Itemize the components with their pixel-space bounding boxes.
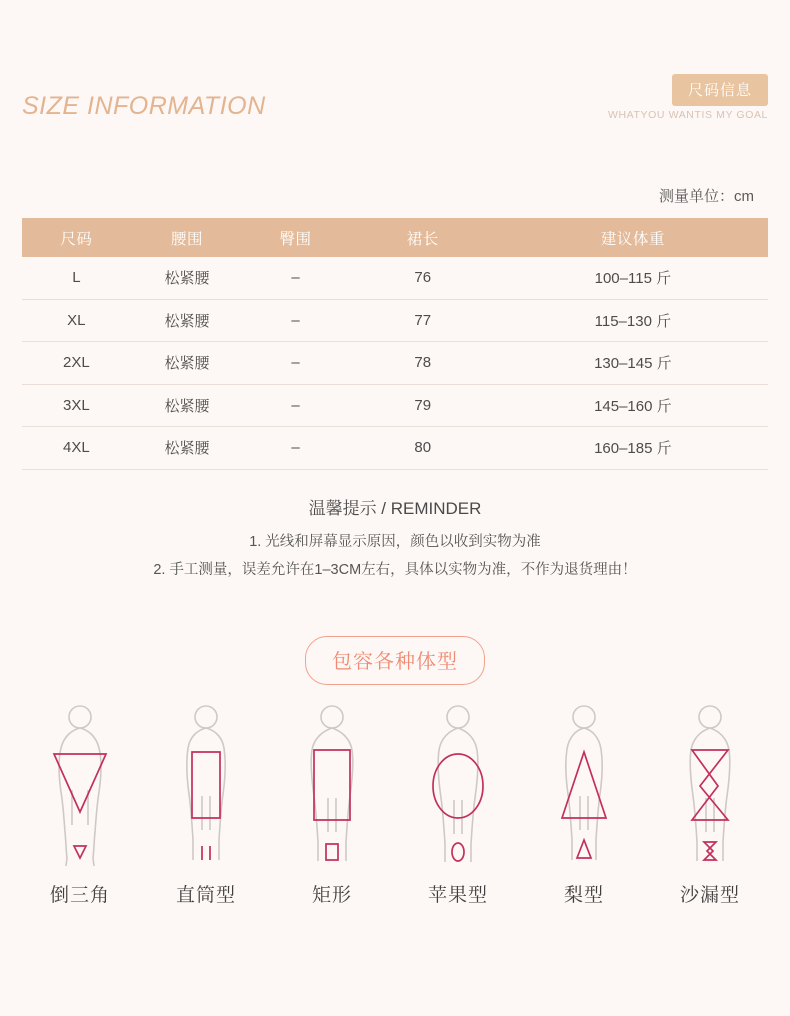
body-shape-item (156, 700, 256, 907)
apple-figure-icon (408, 700, 508, 870)
column-header-length: 裙长 (348, 218, 498, 257)
body-shape-gallery (0, 700, 790, 907)
body-shape-label: 直筒型 (175, 885, 236, 906)
pear-figure-icon (534, 700, 634, 870)
table-body (22, 257, 768, 469)
table-header (22, 218, 768, 257)
cell-length: 78 (348, 342, 498, 385)
cell-weight: 145–160 斤 (498, 384, 768, 427)
cell-weight: 160–185 斤 (498, 427, 768, 470)
rectangle-figure-icon (282, 700, 382, 870)
cell-waist: 松紧腰 (131, 257, 243, 299)
cell-length: 77 (348, 299, 498, 342)
cell-weight: 130–145 斤 (498, 342, 768, 385)
cell-size: 3XL (22, 384, 131, 427)
measurement-unit-note: 测量单位：cm (659, 188, 754, 205)
hourglass-figure-icon (660, 700, 760, 870)
inverted-triangle-figure-icon (30, 700, 130, 870)
table-row (22, 257, 768, 299)
column-header-size: 尺码 (22, 218, 131, 257)
section-heading (0, 636, 790, 685)
reminder-title: 温馨提示 / REMINDER (308, 499, 482, 518)
table-row (22, 427, 768, 470)
reminder-list (0, 528, 790, 584)
body-shape-label: 倒三角 (49, 885, 110, 906)
table-header-row (22, 218, 768, 257)
status-badge: 尺码信息 (672, 74, 768, 106)
table-row (22, 384, 768, 427)
reminder-item: 1. 光线和屏幕显示原因，颜色以收到实物为准 (249, 534, 541, 550)
badge-subtitle: WHATYOU WANTIS MY GOAL (607, 109, 768, 121)
cell-weight: 100–115 斤 (498, 257, 768, 299)
body-shape-label: 苹果型 (427, 885, 488, 906)
cell-waist: 松紧腰 (131, 299, 243, 342)
cell-size: 2XL (22, 342, 131, 385)
body-shape-item (408, 700, 508, 907)
column-header-waist: 腰围 (131, 218, 243, 257)
table-row (22, 299, 768, 342)
body-shape-label: 梨型 (563, 885, 604, 906)
cell-waist: 松紧腰 (131, 384, 243, 427)
reminder-item: 2. 手工测量，误差允许在1–3CM左右，具体以实物为准，不作为退货理由！ (153, 562, 637, 578)
column-header-hip: 臀围 (243, 218, 348, 257)
column-header-weight: 建议体重 (498, 218, 768, 257)
page-header (0, 0, 790, 130)
cell-hip: – (243, 342, 348, 385)
page-title: SIZE INFORMATION (22, 92, 266, 120)
size-table (22, 218, 768, 470)
cell-size: L (22, 257, 131, 299)
cell-size: 4XL (22, 427, 131, 470)
section-pill-label: 包容各种体型 (305, 636, 485, 685)
body-shape-label: 沙漏型 (679, 885, 740, 906)
cell-hip: – (243, 427, 348, 470)
cell-hip: – (243, 257, 348, 299)
body-shape-item (282, 700, 382, 907)
cell-hip: – (243, 299, 348, 342)
cell-length: 79 (348, 384, 498, 427)
table-row (22, 342, 768, 385)
cell-length: 80 (348, 427, 498, 470)
cell-length: 76 (348, 257, 498, 299)
cell-hip: – (243, 384, 348, 427)
body-shape-label: 矩形 (311, 885, 352, 906)
cell-weight: 115–130 斤 (498, 299, 768, 342)
body-shape-item (660, 700, 760, 907)
cell-size: XL (22, 299, 131, 342)
body-shape-item (534, 700, 634, 907)
cell-waist: 松紧腰 (131, 427, 243, 470)
cell-waist: 松紧腰 (131, 342, 243, 385)
rectangle-column-figure-icon (156, 700, 256, 870)
body-shape-item (30, 700, 130, 907)
